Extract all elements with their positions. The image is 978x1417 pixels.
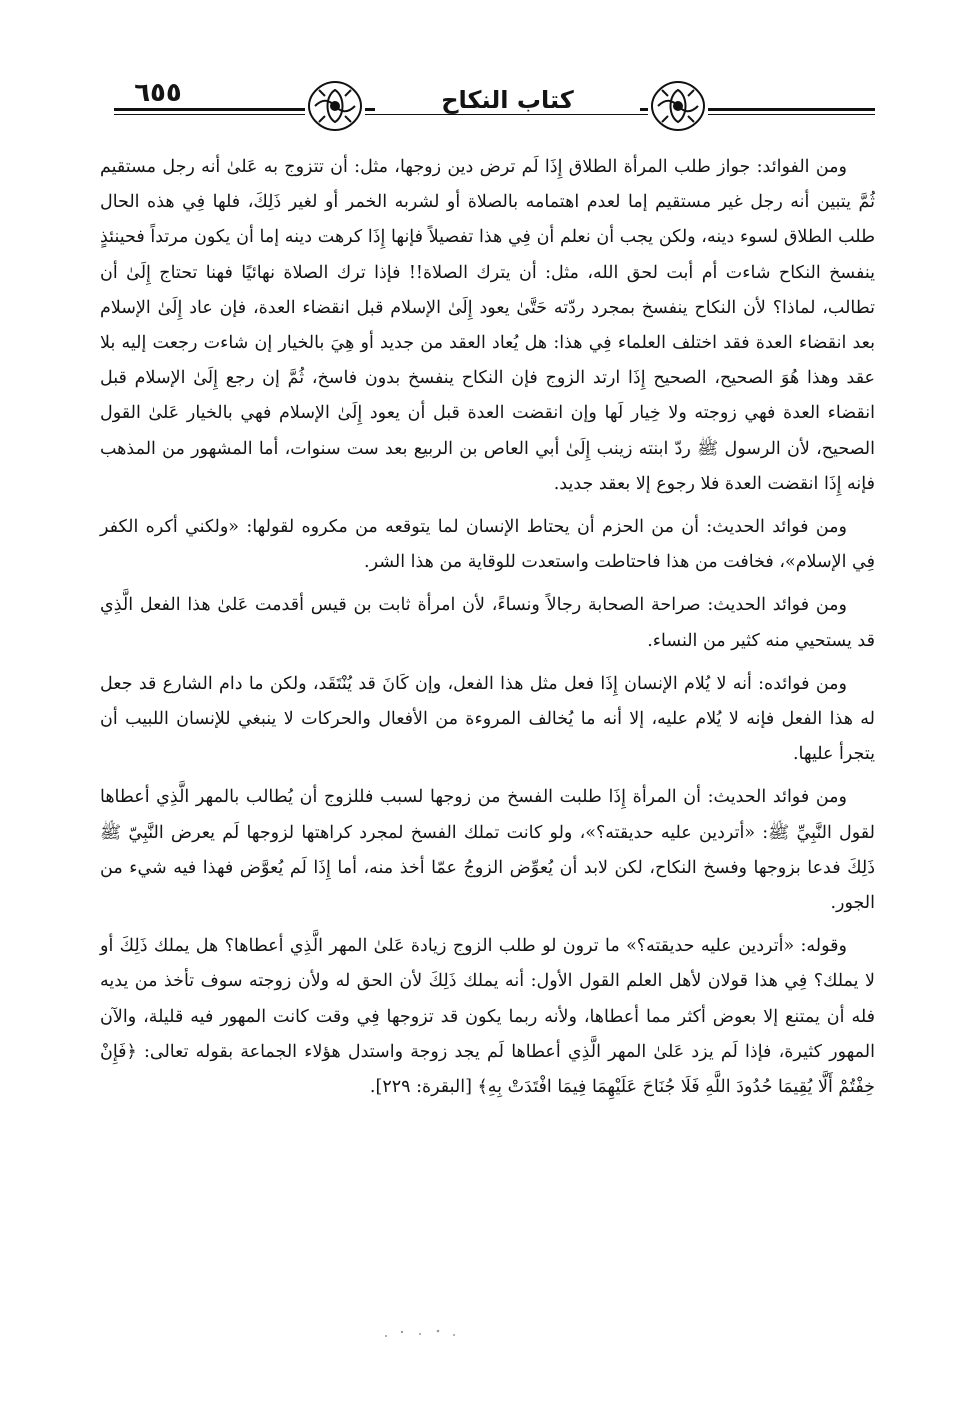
paragraph: ومن فوائد الحديث: أن من الحزم أن يحتاط الإنسان لما يتوقعه من مكروه لقولها: «ولكني أكره الكفر فِي الإسلام»، فخافت من هذا فاحتاطت واستعدت للوقاية من هذا الشر. — [100, 517, 875, 573]
header-rule-thin — [114, 114, 875, 115]
page-header — [100, 72, 875, 142]
paragraph: وقوله: «أتردين عليه حديقته؟» ما ترون لو طلب الزوج زيادة عَلىٰ المهر الَّذِي أعطاها؟ هل يملك ذَلِكَ أو لا يملك؟ فِي هذا قولان لأهل العلم القول الأول: أنه يملك ذَلِكَ لأن الحق له ولأن زوجته سوف تأخذ من يديه فله أن يمتنع إلا بعوض أكثر مما أعطاها، ولأنه ربما يكون قد تزوجها فِي وقت كانت المهور فيه قليلة، والآن المهور كثيرة، فإذا لَم يزد عَلىٰ المهر الَّذِي أعطاها لَم يجد زوجة واستدل هؤلاء الجماعة بقوله تعالى: ﴿فَإِنْ خِفْتُمْ أَلَّا يُقِيمَا حُدُودَ اللَّهِ فَلَا جُنَاحَ عَلَيْهِمَا فِيمَا افْتَدَتْ بِهِ﴾ [البقرة: ٢٢٩]. — [100, 936, 875, 1098]
paragraph: ومن فوائد الحديث: أن المرأة إِذَا طلبت الفسخ من زوجها لسبب فللزوج أن يُطالب بالمهر الَّذِي أعطاها لقول النَّبِيِّ ﷺ: «أتردين عليه حديقته؟»، ولو كانت تملك الفسخ لمجرد كراهتها لزوجها لَم يعرض النَّبِيّ ﷺ ذَلِكَ فدعا بزوجها وفسخ النكاح، لكن لابد أن يُعوِّض الزوجُ عمّا أخذ منه، أما إِذَا لَم يُعوَّض فهذا فيه شيء من الجور. — [100, 787, 875, 914]
book-title: كتاب النكاح — [375, 86, 640, 114]
paragraph: ومن فوائد الحديث: صراحة الصحابة رجالاً ونساءً، لأن امرأة ثابت بن قيس أقدمت عَلىٰ هذا الفعل الَّذِي قد يستحيي منه كثير من النساء. — [100, 595, 875, 651]
paragraph: ومن فوائده: أنه لا يُلام الإنسان إِذَا فعل مثل هذا الفعل، وإن كَانَ قد يُنْتَقَد، ولكن ما دام الشارع قد جعل له هذا الفعل فإنه لا يُلام عليه، إلا أنه ما يُخالف المروءة من الأفعال والحركات لا ينبغي للإنسان اللبيب أن يتجرأ عليها. — [100, 673, 875, 765]
page-number: ٦٥٥ — [134, 78, 182, 108]
ornament-left-icon — [305, 78, 365, 134]
body-text — [100, 150, 875, 1113]
scan-artifact-icon — [380, 1322, 470, 1342]
ornament-right-icon — [648, 78, 708, 134]
paragraph: ومن الفوائد: جواز طلب المرأة الطلاق إِذَا لَم ترض دين زوجها، مثل: أن تتزوج به عَلىٰ أنه رجل مستقيم ثُمَّ يتبين أنه رجل غير مستقيم إما لعدم اهتمامه بالصلاة أو لشربه الخمر أو لغير ذَلِكَ، فلها فِي هذه الحال طلب الطلاق لسوء دينه، ولكن يجب أن نعلم أن فِي هذا تفصيلاً فإنها إِذَا كرهت دينه إما أن يكون مرتداً فحينئذٍ ينفسخ النكاح شاءت أم أبت لحق الله، مثل: أن يترك الصلاة!! فإذا ترك الصلاة نهائيًا فهنا تحتاج إِلَىٰ أن تطالب، لماذا؟ لأن النكاح ينفسخ بمجرد ردّته حَتَّىٰ يعود إِلَىٰ الإسلام قبل انقضاء العدة، فإن عاد إِلَىٰ الإسلام بعد انقضاء العدة فقد اختلف العلماء فِي هذا: هل يُعاد العقد من جديد أو هِيَ بالخيار إن شاءت رجعت إليه بلا عقد وهذا هُوَ الصحيح، الصحيح إِذَا ارتد الزوج فإن النكاح ينفسخ بدون فاسخ، ثُمَّ إن رجع إِلَىٰ الإسلام قبل انقضاء العدة فهي زوجته ولا خِيار لَها وإن انقضت العدة قبل أن يعود إِلَىٰ الإسلام فهي بالخيار عَلىٰ القول الصحيح، لأن الرسول ﷺ ردّ ابنته زينب إِلَىٰ أبي العاص بن الربيع بعد ست سنوات، أما المشهور من المذهب فإنه إِذَا انقضت العدة فلا رجوع إلا بعقد جديد. — [100, 157, 875, 494]
